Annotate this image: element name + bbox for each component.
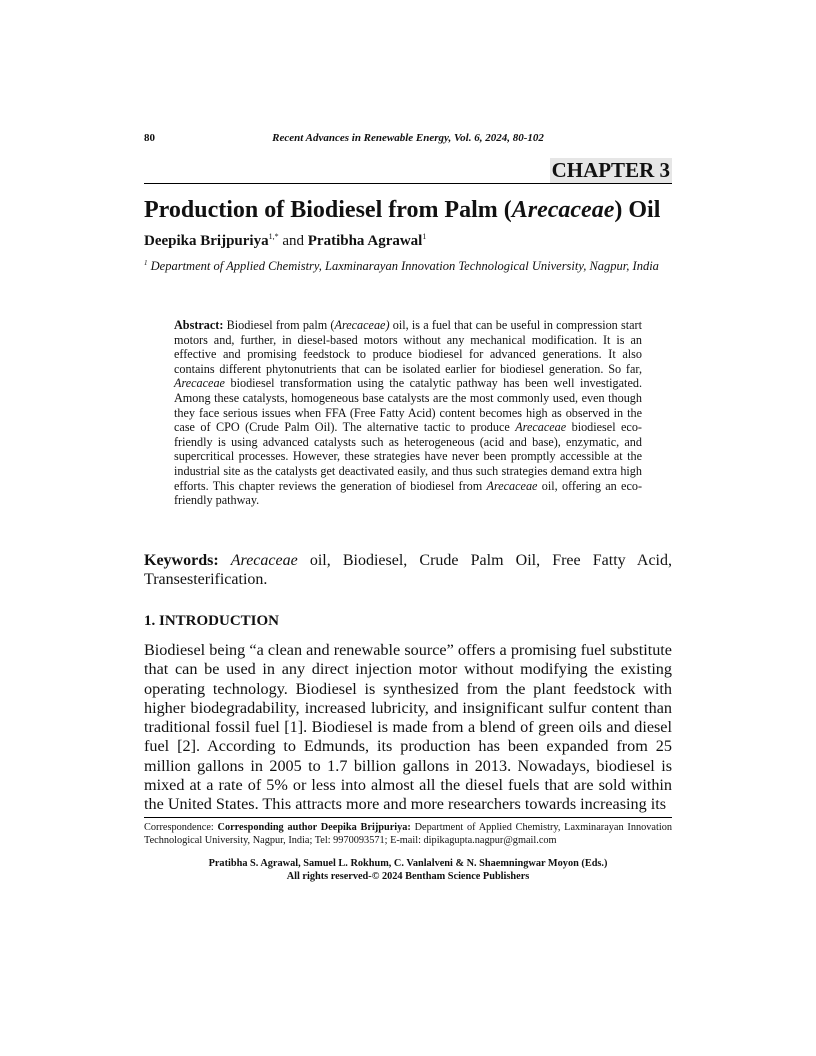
abstract-text-segment: Biodiesel from palm ( bbox=[223, 318, 335, 332]
keywords-text-segment bbox=[219, 552, 231, 569]
publisher-footer bbox=[144, 857, 672, 883]
abstract-text-segment: biodiesel eco-friendly is using advanced catalysts such as heterogeneous (acid and base), enzymatic, and supercritical processes. However, these strategies have never been promptly accessible at the industrial site as the catalysts get deactivated easily, and thus such strategies demand extra high efforts. This chapter reviews the generation of biodiesel from bbox=[174, 420, 642, 493]
author-affiliation-mark: 1,* bbox=[268, 232, 279, 241]
abstract-text-segment: oil, is a fuel that can be useful in compression start motors and, further, in diesel-based motors without any mechanical modification. It is an effective and promising feedstock to produce biodiesel for advanced generations. It also contains different phytonutrients that can be isolated earlier for biodiesel generation. So far, bbox=[174, 318, 642, 376]
keywords-text-segment: Arecaceae bbox=[230, 552, 298, 569]
abstract-text-segment: oil, offering an eco-friendly pathway. bbox=[174, 478, 643, 508]
author-separator: and bbox=[278, 233, 308, 249]
abstract-text-segment: Arecaceae bbox=[515, 420, 567, 435]
abstract bbox=[174, 318, 642, 508]
author-affiliation-mark: 1 bbox=[422, 232, 427, 241]
correspondence-footnote bbox=[144, 821, 672, 847]
title-text-segment: Arecaceae bbox=[511, 197, 615, 223]
keywords bbox=[144, 551, 672, 589]
chapter-title bbox=[144, 197, 660, 224]
affiliation-mark: 1 bbox=[144, 259, 148, 267]
chapter-label: CHAPTER 3 bbox=[551, 158, 670, 182]
running-header: Recent Advances in Renewable Energy, Vol. 6, 2024, 80-102 bbox=[272, 132, 544, 144]
footnote-rule bbox=[144, 817, 672, 818]
title-text-segment: ) Oil bbox=[614, 197, 661, 223]
editors-line: Pratibha S. Agrawal, Samuel L. Rokhum, C. Vanlalveni & N. Shaemningwar Moyon (Eds.) bbox=[208, 858, 608, 869]
footnote-text-segment: Department of Applied Chemistry, Laxminarayan Innovation Technological University, Nagpur, India; Tel: 9970093571; E-mail: dipikagupta.nagpur@gmail.com bbox=[144, 822, 673, 846]
keywords-text-segment: oil, Biodiesel, Crude Palm Oil, Free Fatty Acid, Transesterification. bbox=[144, 552, 672, 588]
header-rule bbox=[144, 183, 672, 184]
author-name: Pratibha Agrawal bbox=[307, 233, 423, 249]
copyright-line: All rights reserved-© 2024 Bentham Science Publishers bbox=[286, 871, 530, 882]
section-heading: 1. INTRODUCTION bbox=[144, 613, 280, 629]
page-number: 80 bbox=[144, 132, 155, 144]
footnote-text-segment: Corresponding author Deepika Brijpuriya: bbox=[217, 822, 411, 833]
abstract-text-segment: Abstract: bbox=[174, 318, 224, 332]
title-text-segment: Production of Biodiesel from Palm ( bbox=[144, 197, 512, 223]
abstract-text-segment: Arecaceae) bbox=[334, 318, 390, 332]
abstract-text-segment: Arecaceae bbox=[486, 478, 538, 493]
introduction-paragraph: Biodiesel being “a clean and renewable source” offers a promising fuel substitute that can be used in any direct injection motor without modifying the existing operating technology. Biodiesel is synthesized from the plant feedstock with higher biodegradability, increased lubricity, and insignificant sulfur content than traditional fossil fuel [1]. Biodiesel is made from a blend of green oils and diesel fuel [2]. According to Edmunds, its production has been expanded from 25 million gallons in 2005 to 1.7 billion gallons in 2013. Nowadays, biodiesel is mixed at a rate of 5% or less into almost all the diesel fuels that are sold within the United States. This attracts more and more researchers towards increasing its bbox=[144, 641, 672, 814]
author-list bbox=[144, 232, 426, 250]
footnote-text-segment: Correspondence: bbox=[144, 822, 218, 833]
author-name: Deepika Brijpuriya bbox=[144, 233, 269, 249]
abstract-text-segment: biodiesel transformation using the catalytic pathway has been well investigated. Among these catalysts, homogeneous base catalysts are the most commonly used, even though they face serious issues when FFA (Free Fatty Acid) content becomes high as observed in the case of CPO (Crude Palm Oil). The alternative tactic to produce bbox=[174, 376, 642, 435]
keywords-text-segment: Keywords: bbox=[144, 552, 219, 569]
affiliation bbox=[144, 255, 672, 274]
affiliation-text: Department of Applied Chemistry, Laxminarayan Innovation Technological University, Nagpur, India bbox=[147, 259, 659, 274]
abstract-text-segment: Arecaceae bbox=[174, 376, 225, 391]
